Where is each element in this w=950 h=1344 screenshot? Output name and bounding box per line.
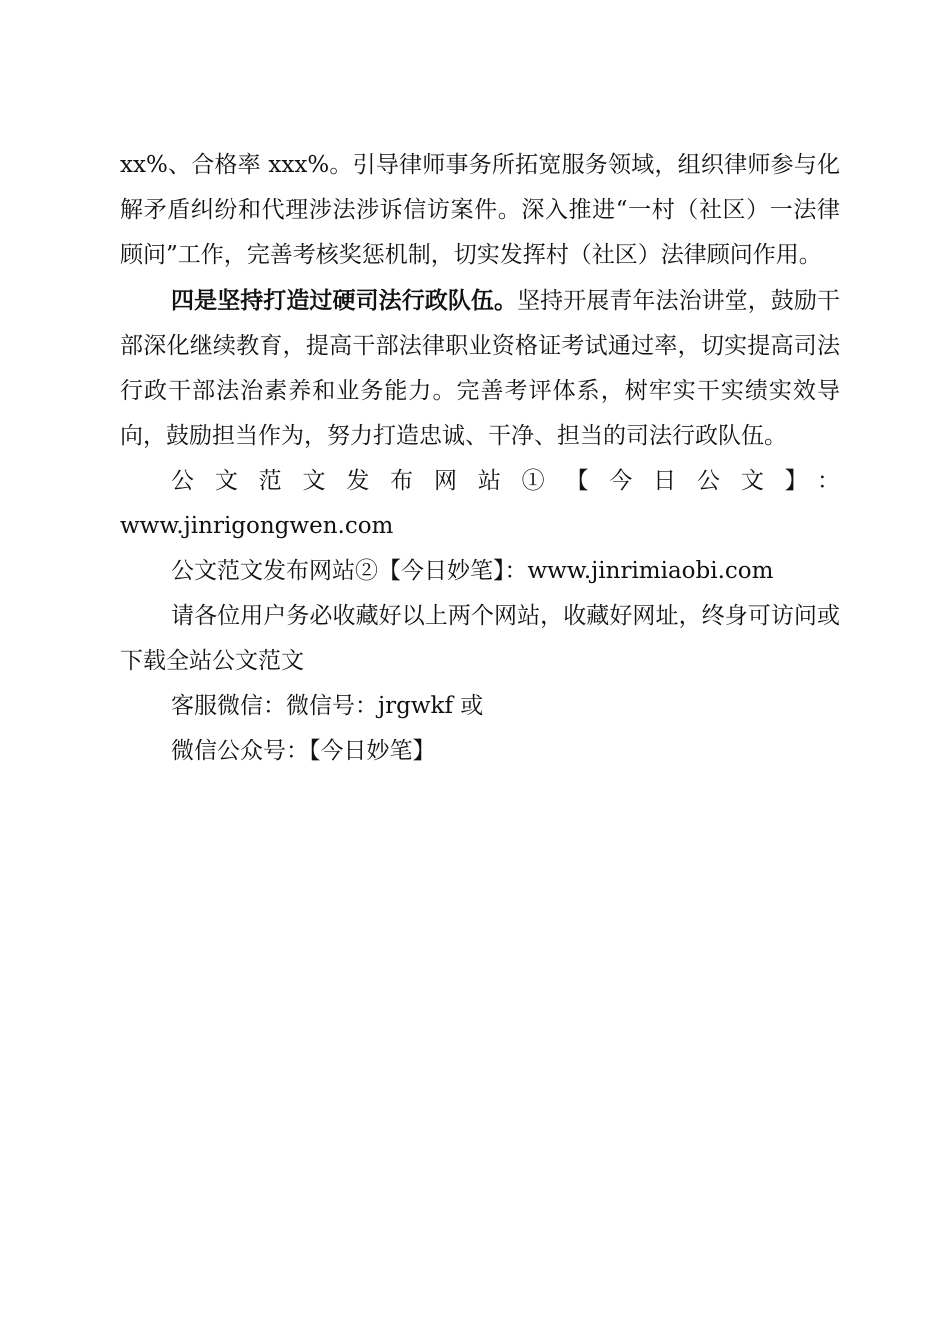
site1-url[interactable]: www.jinrigongwen.com — [120, 513, 394, 539]
paragraph-body: 坚持开展青年法治讲堂，鼓励干部深化继续教育，提高干部法律职业资格证考试通过率，切实提高司法行政干部法治素养和业务能力。完善考评体系，树牢实干实绩实效导向，鼓励担当作为，努力打造忠诚、干净、担当的司法行政队伍。 — [120, 288, 841, 449]
paragraph-team-building — [120, 278, 840, 459]
site2-label: 公文范文发布网站②【今日妙笔】： — [171, 558, 528, 584]
wechat-contact: 客服微信：微信号：jrgwkf 或 — [171, 693, 484, 719]
paragraph-legal-advisor: xx%、合格率 xxx%。引导律师事务所拓宽服务领域，组织律师参与化解矛盾纠纷和代理涉法涉诉信访案件。深入推进“一村（社区）一法律顾问”工作，完善考核奖惩机制，切实发挥村（社区）法律顾问作用。 — [120, 152, 840, 268]
bookmark-notice: 请各位用户务必收藏好以上两个网站，收藏好网址，终身可访问或下载全站公文范文 — [120, 603, 840, 674]
site1-label: 公文范文发布网站①【今日公文】： — [171, 468, 840, 494]
paragraph-heading: 四是坚持打造过硬司法行政队伍。 — [171, 287, 518, 314]
official-account: 微信公众号：【今日妙笔】 — [171, 738, 436, 764]
site2-line — [120, 549, 840, 594]
site2-url[interactable]: www.jinrimiaobi.com — [527, 558, 774, 584]
document-body — [120, 143, 840, 774]
